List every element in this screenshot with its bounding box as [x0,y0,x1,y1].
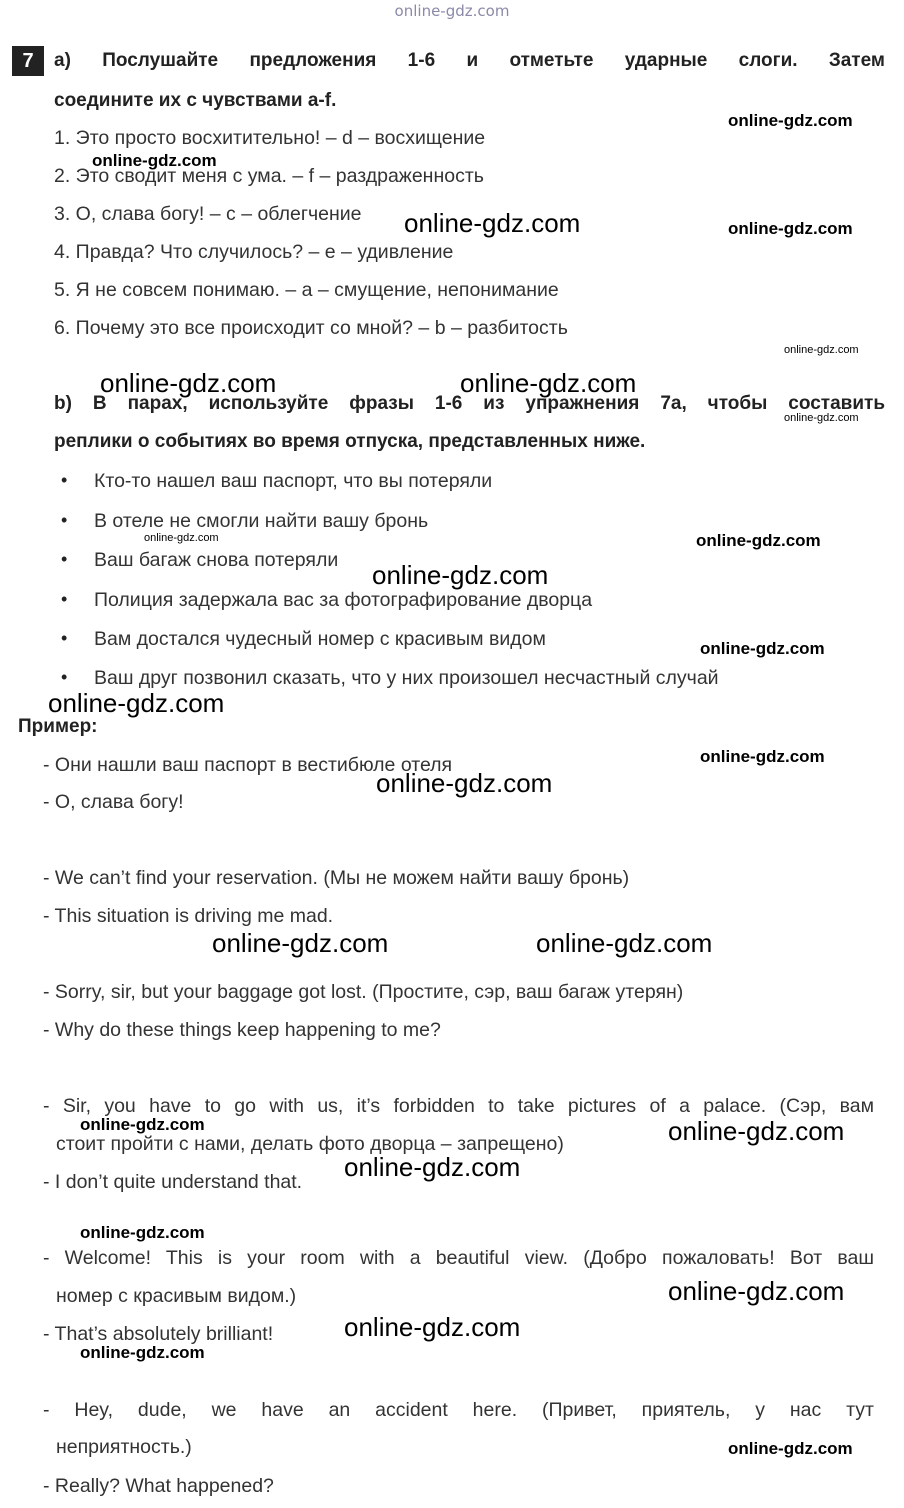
bullet-dot: • [61,667,68,687]
item-a-6: 6. Почему это все происходит со мной? – b – разбитость [54,317,568,339]
watermark: online-gdz.com [784,412,859,424]
dialog-line: - Hey, dude, we have an accident here. (Привет, приятель, у нас тут [43,1399,874,1421]
task-a-instruction-line1: a) Послушайте предложения 1-6 и отметьте ударные слоги. Затем [54,50,885,71]
task-b-instruction-line2: реплики о событиях во время отпуска, представленных ниже. [54,431,646,452]
bullet-dot: • [61,628,68,648]
bullet-dot: • [61,549,68,569]
watermark: online-gdz.com [784,344,859,356]
dialog-line: - Really? What happened? [43,1475,274,1497]
bullet-dot: • [61,470,68,490]
bullet-item-5: Вам достался чудесный номер с красивым видом [94,628,546,650]
watermark: online-gdz.com [728,1439,853,1458]
example-label: Пример: [18,716,98,737]
item-a-1: 1. Это просто восхитительно! – d – восхищение [54,127,486,149]
watermark: online-gdz.com [144,532,219,544]
watermark: online-gdz.com [100,368,277,398]
dialog-line: - I don’t quite understand that. [43,1171,303,1193]
dialog-line: - О, слава богу! [43,791,184,813]
watermark: online-gdz.com [344,1152,521,1182]
dialog-line: - Why do these things keep happening to me? [43,1019,441,1041]
task-a-instruction-line2: соедините их с чувствами a-f. [54,90,337,111]
dialog-line: - We can’t find your reservation. (Мы не можем найти вашу бронь) [43,867,630,889]
dialog-line-continued: стоит пройти с нами, делать фото дворца – запрещено) [56,1133,564,1155]
watermark: online-gdz.com [344,1312,521,1342]
watermark: online-gdz.com [668,1276,845,1306]
watermark: online-gdz.com [728,111,853,130]
bullet-dot: • [61,589,68,609]
watermark: online-gdz.com [92,151,217,170]
watermark: online-gdz.com [700,639,825,658]
watermark: online-gdz.com [48,688,225,718]
bullet-dot: • [61,510,68,530]
watermark: online-gdz.com [212,928,389,958]
item-a-3: 3. О, слава богу! – c – облегчение [54,203,362,225]
bullet-item-1: Кто-то нашел ваш паспорт, что вы потеряли [94,470,493,492]
bullet-item-3: Ваш багаж снова потеряли [94,549,339,571]
bullet-item-2: В отеле не смогли найти вашу бронь [94,510,429,532]
top-watermark: online-gdz.com [394,2,510,20]
watermark: online-gdz.com [536,928,713,958]
watermark: online-gdz.com [80,1115,205,1134]
watermark: online-gdz.com [728,219,853,238]
bullet-item-4: Полиция задержала вас за фотографирование дворца [94,589,593,611]
dialog-line: - That’s absolutely brilliant! [43,1323,274,1345]
watermark: online-gdz.com [80,1223,205,1242]
watermark: online-gdz.com [404,208,581,238]
watermark: online-gdz.com [80,1343,205,1362]
dialog-line: - Welcome! This is your room with a beautiful view. (Добро пожаловать! Вот ваш [43,1247,874,1269]
dialog-line: - Sorry, sir, but your baggage got lost. (Простите, сэр, ваш багаж утерян) [43,981,684,1003]
item-a-5: 5. Я не совсем понимаю. – a – смущение, непонимание [54,279,559,301]
dialog-line: - Sir, you have to go with us, it’s forbidden to take pictures of a palace. (Сэр, вам [43,1095,874,1117]
dialog-line-continued: неприятность.) [56,1436,192,1458]
watermark: online-gdz.com [696,531,821,550]
watermark: online-gdz.com [700,747,825,766]
dialog-line: - Они нашли ваш паспорт в вестибюле отеля [43,754,453,776]
exercise-number-badge: 7 [12,46,44,76]
item-a-4: 4. Правда? Что случилось? – e – удивление [54,241,454,263]
watermark: online-gdz.com [668,1116,845,1146]
dialog-line: - This situation is driving me mad. [43,905,334,927]
watermark: online-gdz.com [372,560,549,590]
dialog-line-continued: номер с красивым видом.) [56,1285,297,1307]
watermark: online-gdz.com [460,368,637,398]
item-a-2: 2. Это сводит меня с ума. – f – раздраженность [54,165,484,187]
watermark: online-gdz.com [376,768,553,798]
bullet-item-6: Ваш друг позвонил сказать, что у них произошел несчастный случай [94,667,719,689]
task-b-instruction-line1: b) В парах, используйте фразы 1-6 из упражнения 7a, чтобы составить [54,393,885,414]
